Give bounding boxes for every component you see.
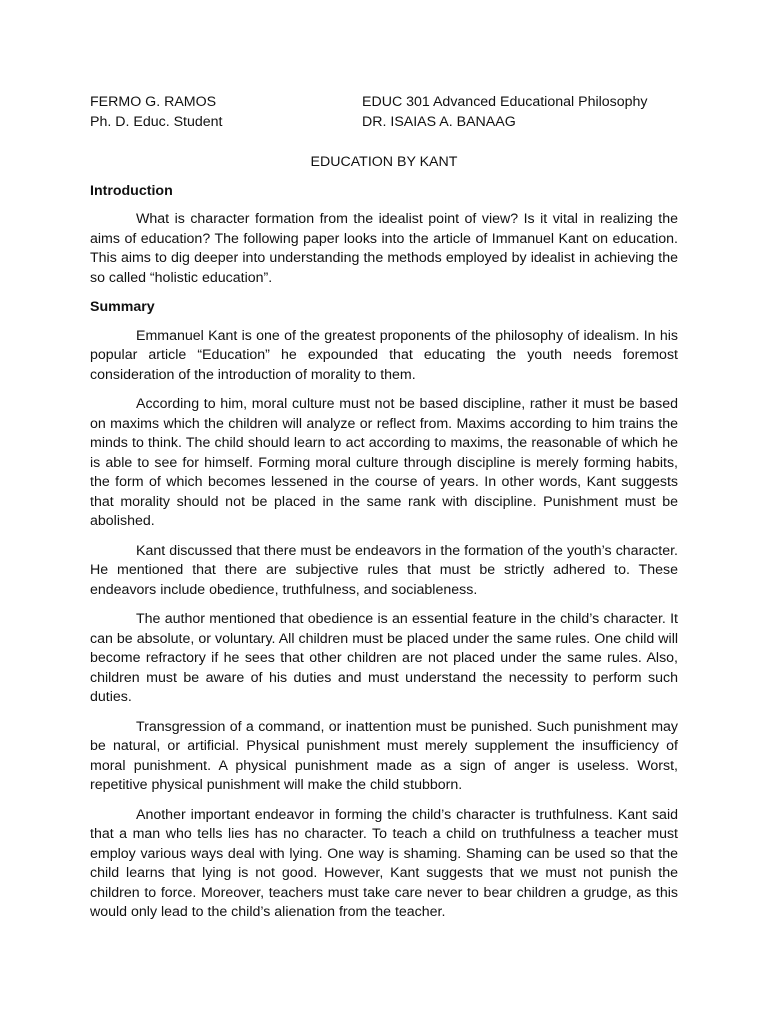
document-header: [90, 93, 678, 132]
introduction-heading: Introduction: [90, 182, 173, 199]
document-body: [90, 93, 678, 933]
summary-paragraph: The author mentioned that obedience is an essential feature in the child’s character. It can be absolute, or voluntary. All children must be placed under the same rules. One child will become refractory if he sees that other children are not placed under the same rules. Also, children must be aware of his duties and must understand the necessity to perform such duties.: [90, 611, 678, 705]
summary-paragraph: Another important endeavor in forming the child’s character is truthfulness. Kant said that a man who tells lies has no character. To teach a child on truthfulness a teacher must employ various ways deal with lying. One way is shaming. Shaming can be used so that the child learns that lying is not good. However, Kant suggests that we must not punish the children to force. Moreover, teachers must take care never to bear children a grudge, as this would only lead to the child’s alienation from the teacher.: [90, 806, 678, 920]
introduction-paragraph: What is character formation from the idealist point of view? Is it vital in realizing the aims of education? The following paper looks into the article of Immanuel Kant on education. This aims to dig deeper into understanding the methods employed by idealist in achieving the so called “holistic education”.: [90, 211, 678, 286]
course-name: EDUC 301 Advanced Educational Philosophy: [362, 94, 648, 110]
professor-name: DR. ISAIAS A. BANAAG: [362, 113, 516, 130]
summary-paragraph: Transgression of a command, or inattention must be punished. Such punishment may be natural, or artificial. Physical punishment must merely supplement the insufficiency of moral punishment. A physical punishment made as a sign of anger is useless. Worst, repetitive physical punishment will make the child stubborn.: [90, 718, 678, 793]
author-role: Ph. D. Educ. Student: [90, 113, 223, 130]
summary-paragraph: According to him, moral culture must not be based discipline, rather it must be based on maxims which the children will analyze or reflect from. Maxims according to him trains the minds to think. The child should learn to act according to maxims, the reasonable of which he is able to see for himself. Forming moral culture through discipline is merely forming habits, the form of which becomes lessened in the course of years. In other words, Kant suggests that morality should not be placed in the same rank with discipline. Punishment must be abolished.: [90, 396, 678, 529]
summary-paragraph: Kant discussed that there must be endeavors in the formation of the youth’s character. He mentioned that there are subjective rules that must be strictly adhered to. These endeavors include obedience, truthfulness, and sociableness.: [90, 542, 678, 598]
summary-section: [90, 298, 678, 923]
summary-paragraph: Emmanuel Kant is one of the greatest proponents of the philosophy of idealism. In his popular article “Education” he expounded that educating the youth needs foremost consideration of the introduction of morality to them.: [90, 327, 678, 383]
author-name: FERMO G. RAMOS: [90, 94, 217, 110]
introduction-section: [90, 182, 678, 289]
header-author-block: [90, 93, 362, 132]
document-title: EDUCATION BY KANT: [310, 154, 458, 170]
header-course-block: [362, 93, 678, 132]
summary-heading: Summary: [90, 299, 155, 315]
